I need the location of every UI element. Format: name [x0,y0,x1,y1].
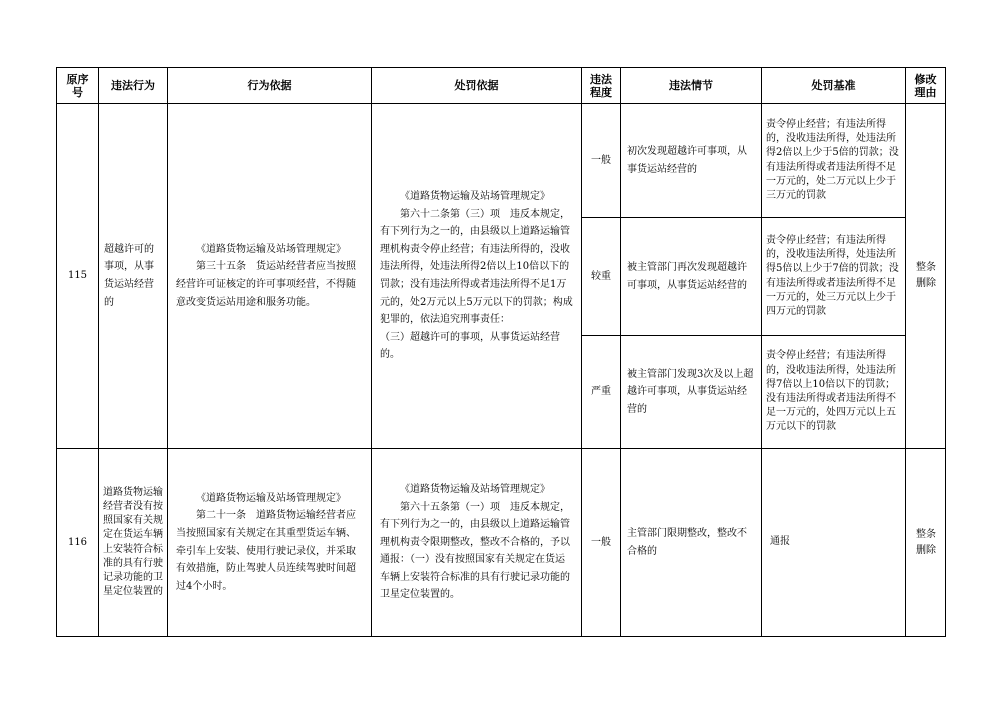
header-seq: 原序号 [57,68,99,104]
header-reason: 修改理由 [906,68,946,104]
penalty-basis-article: 第六十五条第（一）项 违反本规定，有下列行为之一的，由县级以上道路运输管理机构责令限期整改，整改不合格的，予以通报：（一）没有按照国家有关规定在货运车辆上安装符合标准的具有行驶记录功能的卫星定位装置的。 [380,501,570,601]
seq-cell: 115 [57,104,99,449]
behavior-basis-title: 《道路货物运输及站场管理规定》 [196,492,346,504]
situation-cell: 主管部门限期整改，整改不合格的 [621,449,762,637]
header-standard: 处罚基准 [762,68,906,104]
header-degree: 违法程度 [582,68,621,104]
degree-cell: 一般 [582,449,621,637]
header-row [57,68,946,104]
reason-cell: 整条删除 [906,104,946,449]
standard-cell: 责令停止经营；有违法所得的，没收违法所得，处违法所得5倍以上少于7倍的罚款；没有违法所得或者违法所得不足一万元的，处三万元以上少于四万元的罚款 [762,218,906,336]
penalty-standards-table [56,67,946,637]
behavior-basis-article: 第二十一条 道路货物运输经营者应当按照国家有关规定在其重型货运车辆、牵引车上安装、使用行驶记录仪，并采取有效措施，防止驾驶人员连续驾驶时间超过4个小时。 [176,510,356,592]
behavior-basis-title: 《道路货物运输及站场管理规定》 [196,243,346,255]
penalty-basis-cell [372,104,582,449]
violation-cell: 道路货物运输经营者没有按照国家有关规定在货运车辆上安装符合标准的具有行驶记录功能的卫星定位装置的 [99,449,168,637]
standard-cell: 责令停止经营；有违法所得的，没收违法所得，处违法所得7倍以上10倍以下的罚款；没有违法所得或者违法所得不足一万元的，处四万元以上五万元以下的罚款 [762,336,906,449]
degree-cell: 一般 [582,104,621,218]
behavior-basis-cell [168,449,372,637]
reason-cell: 整条删除 [906,449,946,637]
header-behavior-basis: 行为依据 [168,68,372,104]
behavior-basis-cell [168,104,372,449]
standard-cell: 通报 [762,449,906,637]
situation-cell: 被主管部门再次发现超越许可事项，从事货运站经营的 [621,218,762,336]
situation-cell: 被主管部门发现3次及以上超越许可事项，从事货运站经营的 [621,336,762,449]
violation-cell: 超越许可的事项，从事货运站经营的 [99,104,168,449]
seq-cell: 116 [57,449,99,637]
header-act: 违法行为 [99,68,168,104]
penalty-basis-title: 《道路货物运输及站场管理规定》 [400,483,550,495]
table-row [57,449,946,637]
standard-cell: 责令停止经营；有违法所得的，没收违法所得，处违法所得2倍以上少于5倍的罚款；没有违法所得或者违法所得不足一万元的，处二万元以上少于三万元的罚款 [762,104,906,218]
degree-cell: 严重 [582,336,621,449]
header-penalty-basis: 处罚依据 [372,68,582,104]
penalty-basis-cell [372,449,582,637]
situation-cell: 初次发现超越许可事项，从事货运站经营的 [621,104,762,218]
behavior-basis-article: 第三十五条 货运站经营者应当按照经营许可证核定的许可事项经营，不得随意改变货运站用途和服务功能。 [176,261,356,308]
degree-cell: 较重 [582,218,621,336]
penalty-basis-article: 第六十二条第（三）项 违反本规定，有下列行为之一的，由县级以上道路运输管理机构责令停止经营；有违法所得的，没收违法所得，处违法所得2倍以上10倍以下的罚款；没有违法所得或者违法所得不足1万元的，处2万元以上5万元以下的罚款；构成犯罪的，依法追究刑事责任： [380,208,573,326]
penalty-basis-item: （三）超越许可的事项，从事货运站经营的。 [380,331,560,361]
header-situation: 违法情节 [621,68,762,104]
table-row [57,104,946,218]
penalty-basis-title: 《道路货物运输及站场管理规定》 [400,191,550,203]
